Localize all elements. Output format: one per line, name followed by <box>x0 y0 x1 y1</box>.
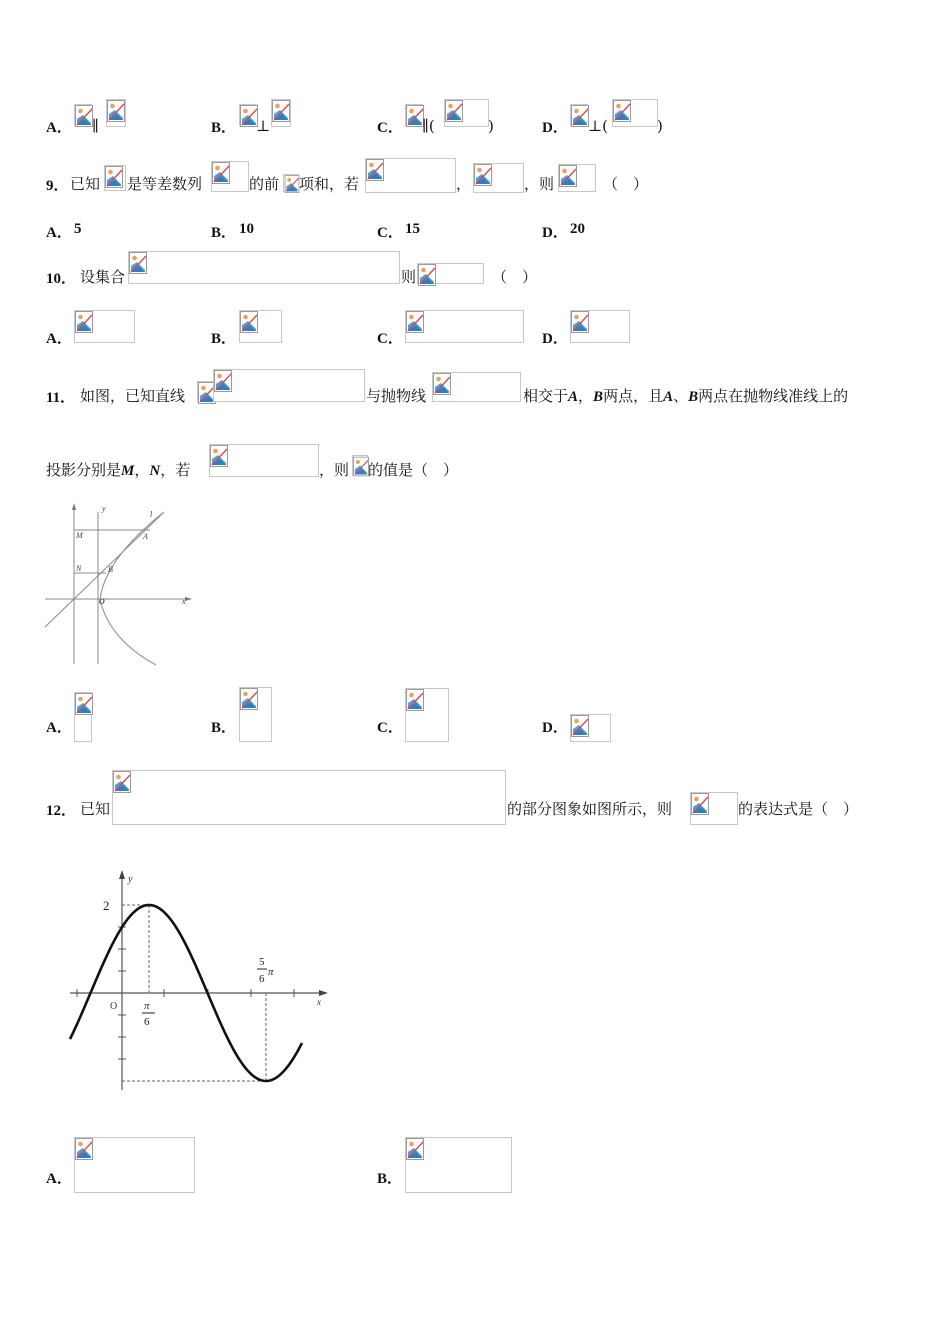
broken-image-icon <box>613 100 631 122</box>
q8-a-image-1 <box>74 104 92 126</box>
q9-option-c-label: C． <box>377 225 403 241</box>
q11-option-c-label: C． <box>377 720 403 736</box>
broken-image-icon <box>406 689 424 711</box>
broken-image-icon <box>284 175 300 193</box>
q8-d-symbol: ⊥( <box>588 117 608 135</box>
broken-image-icon <box>75 1138 93 1160</box>
q11-image-k <box>352 455 368 476</box>
q11-figure <box>40 500 200 672</box>
q11-fig-label-m: M <box>76 531 83 540</box>
q9-option-a-label: A． <box>46 225 72 241</box>
q8-c-image-1 <box>405 104 423 126</box>
q11-option-a-label: A． <box>46 720 72 736</box>
q12-label-y: y <box>128 874 133 885</box>
q11-option-b-label: B． <box>211 720 237 736</box>
broken-image-icon <box>571 311 589 333</box>
q10-option-a-image <box>74 310 135 343</box>
q11-text-line2-head <box>46 460 190 481</box>
q9-image-2 <box>211 161 249 192</box>
q8-option-a-label: A． <box>46 120 72 136</box>
q9-option-d-value: 20 <box>570 221 585 237</box>
broken-image-icon <box>75 311 93 333</box>
q10-option-d-label: D． <box>542 331 568 347</box>
q12-label-max: 2 <box>103 898 110 913</box>
q9-option-b-label: B． <box>211 225 237 241</box>
q12-graph <box>60 862 340 1097</box>
q11-option-c-image <box>405 688 449 742</box>
broken-image-icon <box>406 311 424 333</box>
q12-image-f <box>690 792 738 825</box>
q11-fig-label-a: A <box>143 532 148 541</box>
q11-text-3: 相交于 <box>523 387 569 405</box>
broken-image-icon <box>75 693 93 715</box>
q8-b-image-1 <box>239 104 257 126</box>
q11-text-line1-tail <box>523 386 848 407</box>
q12-option-a-image <box>74 1137 195 1193</box>
q8-b-symbol: ⊥ <box>256 117 271 135</box>
q9-text-1: 已知 <box>70 175 101 193</box>
broken-image-icon <box>433 373 451 395</box>
q11-parabola <box>100 512 164 665</box>
broken-image-icon <box>559 165 577 187</box>
q11-line2-text: 投影分别是 <box>46 461 122 479</box>
q9-option-b-value: 10 <box>239 221 254 237</box>
q11-comma: ， <box>578 387 594 405</box>
q12-text-3: 的表达式是（ ） <box>738 800 859 818</box>
q11-text-6: ，若 <box>160 461 191 479</box>
q10-answer-paren: （ ） <box>492 268 538 286</box>
q11-fig-label-l: l <box>150 510 153 519</box>
q11-line-image <box>213 369 365 402</box>
q11-text-8: 的值是（ ） <box>368 461 459 479</box>
q10-number: 10． <box>46 271 77 287</box>
q11-point-b: B <box>593 389 604 405</box>
q10-text-1: 设集合 <box>80 268 126 286</box>
q9-text-3: 的前 <box>249 175 280 193</box>
q8-c-image-2 <box>444 99 489 127</box>
q8-c-symbol: ∥( <box>422 117 435 135</box>
q8-option-b-label: B． <box>211 120 237 136</box>
q11-y-arrow <box>72 503 76 510</box>
q12-x-arrow <box>319 990 328 996</box>
broken-image-icon <box>272 100 290 122</box>
q11-point-b-2: B <box>688 389 699 405</box>
q11-condition-image <box>209 444 319 477</box>
q12-option-b-label: B． <box>377 1171 403 1187</box>
broken-image-icon <box>214 370 232 392</box>
q10-option-c-label: C． <box>377 331 403 347</box>
q9-image-3 <box>283 174 299 192</box>
q11-fig-label-o: O <box>99 597 105 606</box>
broken-image-icon <box>240 311 258 333</box>
q10-option-b-image <box>239 310 282 343</box>
q10-set-image <box>128 251 400 284</box>
q10-text-2: 则 <box>401 268 417 286</box>
broken-image-icon <box>129 252 147 274</box>
q9-option-d-label: D． <box>542 225 568 241</box>
q10-option-a-label: A． <box>46 331 72 347</box>
q11-text-4: 两点，且 <box>603 387 664 405</box>
q10-image-2 <box>417 263 484 284</box>
q12-label-five: 5 <box>259 956 265 968</box>
q11-option-d-label: D． <box>542 720 568 736</box>
q11-text-1: 如图，已知直线 <box>80 387 186 405</box>
q12-label-six: 6 <box>144 1016 150 1028</box>
q11-option-d-image <box>570 714 611 742</box>
broken-image-icon <box>75 105 93 127</box>
q8-c-close: ) <box>488 117 494 135</box>
q11-fig-label-b: B <box>108 565 113 574</box>
q11-text-7: ，则 <box>319 461 350 479</box>
q12-function-image <box>112 770 506 825</box>
q11-option-a-image <box>74 692 92 742</box>
q11-fig-label-y: y <box>102 504 106 513</box>
broken-image-icon <box>240 688 258 710</box>
q9-answer-paren: （ ） <box>603 175 649 193</box>
q8-option-d-label: D． <box>542 120 568 136</box>
broken-image-icon <box>107 100 125 122</box>
broken-image-icon <box>571 715 589 737</box>
q8-option-c-label: C． <box>377 120 403 136</box>
q9-image-5 <box>473 163 524 193</box>
q9-comma-1: ， <box>456 175 472 193</box>
q12-y-arrow <box>119 870 125 879</box>
q9-number: 9． <box>46 178 69 194</box>
q9-image-4 <box>365 158 456 193</box>
q11-fig-label-x: x <box>182 597 186 606</box>
q11-comma-2: ， <box>134 461 150 479</box>
broken-image-icon <box>571 105 589 127</box>
q11-number: 11． <box>46 390 76 406</box>
q9-text-2: 是等差数列 <box>127 175 203 193</box>
broken-image-icon <box>353 456 369 477</box>
q12-option-b-image <box>405 1137 512 1193</box>
broken-image-icon <box>210 445 228 467</box>
q8-d-image-2 <box>612 99 658 127</box>
broken-image-icon <box>105 166 123 188</box>
q8-d-close: ) <box>657 117 663 135</box>
q11-separator: 、 <box>673 387 689 405</box>
q12-label-origin: O <box>110 1001 118 1012</box>
q9-text-4: 项和，若 <box>299 175 360 193</box>
q9-option-c-value: 15 <box>405 221 420 237</box>
q11-point-m: M <box>121 463 135 479</box>
q11-parabola-image <box>432 372 521 402</box>
q10-option-b-label: B． <box>211 331 237 347</box>
q11-text-5: 两点在抛物线准线上的 <box>698 387 849 405</box>
q9-comma-2: ，则 <box>524 175 555 193</box>
q8-d-image-1 <box>570 104 588 126</box>
q12-text-1: 已知 <box>80 800 111 818</box>
q10-option-d-image <box>570 310 630 343</box>
q8-a-symbol: ∥ <box>92 117 99 135</box>
q9-option-a-value: 5 <box>74 221 82 237</box>
q11-option-b-image <box>239 687 272 742</box>
q12-label-x: x <box>317 997 321 1007</box>
q11-point-n: N <box>149 463 161 479</box>
q9-image-1 <box>104 165 126 191</box>
q12-label-pi-2: π <box>268 966 274 978</box>
q11-text-2: 与抛物线 <box>366 387 427 405</box>
q8-a-image-2 <box>106 99 126 127</box>
q11-x-arrow <box>185 597 192 601</box>
broken-image-icon <box>406 1138 424 1160</box>
q12-number: 12． <box>46 803 77 819</box>
q11-fig-label-n: N <box>76 564 82 573</box>
q10-option-c-image <box>405 310 524 343</box>
broken-image-icon <box>366 159 384 181</box>
q11-point-a-2: A <box>663 389 674 405</box>
broken-image-icon <box>445 100 463 122</box>
broken-image-icon <box>418 264 436 286</box>
broken-image-icon <box>474 164 492 186</box>
q11-point-a: A <box>568 389 579 405</box>
q12-label-pi: π <box>144 1000 150 1012</box>
q12-label-six-2: 6 <box>259 973 265 985</box>
broken-image-icon <box>691 793 709 815</box>
q9-image-6 <box>558 164 596 192</box>
q12-text-2: 的部分图象如图所示，则 <box>507 800 673 818</box>
q12-option-a-label: A． <box>46 1171 72 1187</box>
broken-image-icon <box>212 162 230 184</box>
broken-image-icon <box>113 771 131 793</box>
q8-b-image-2 <box>271 99 291 127</box>
